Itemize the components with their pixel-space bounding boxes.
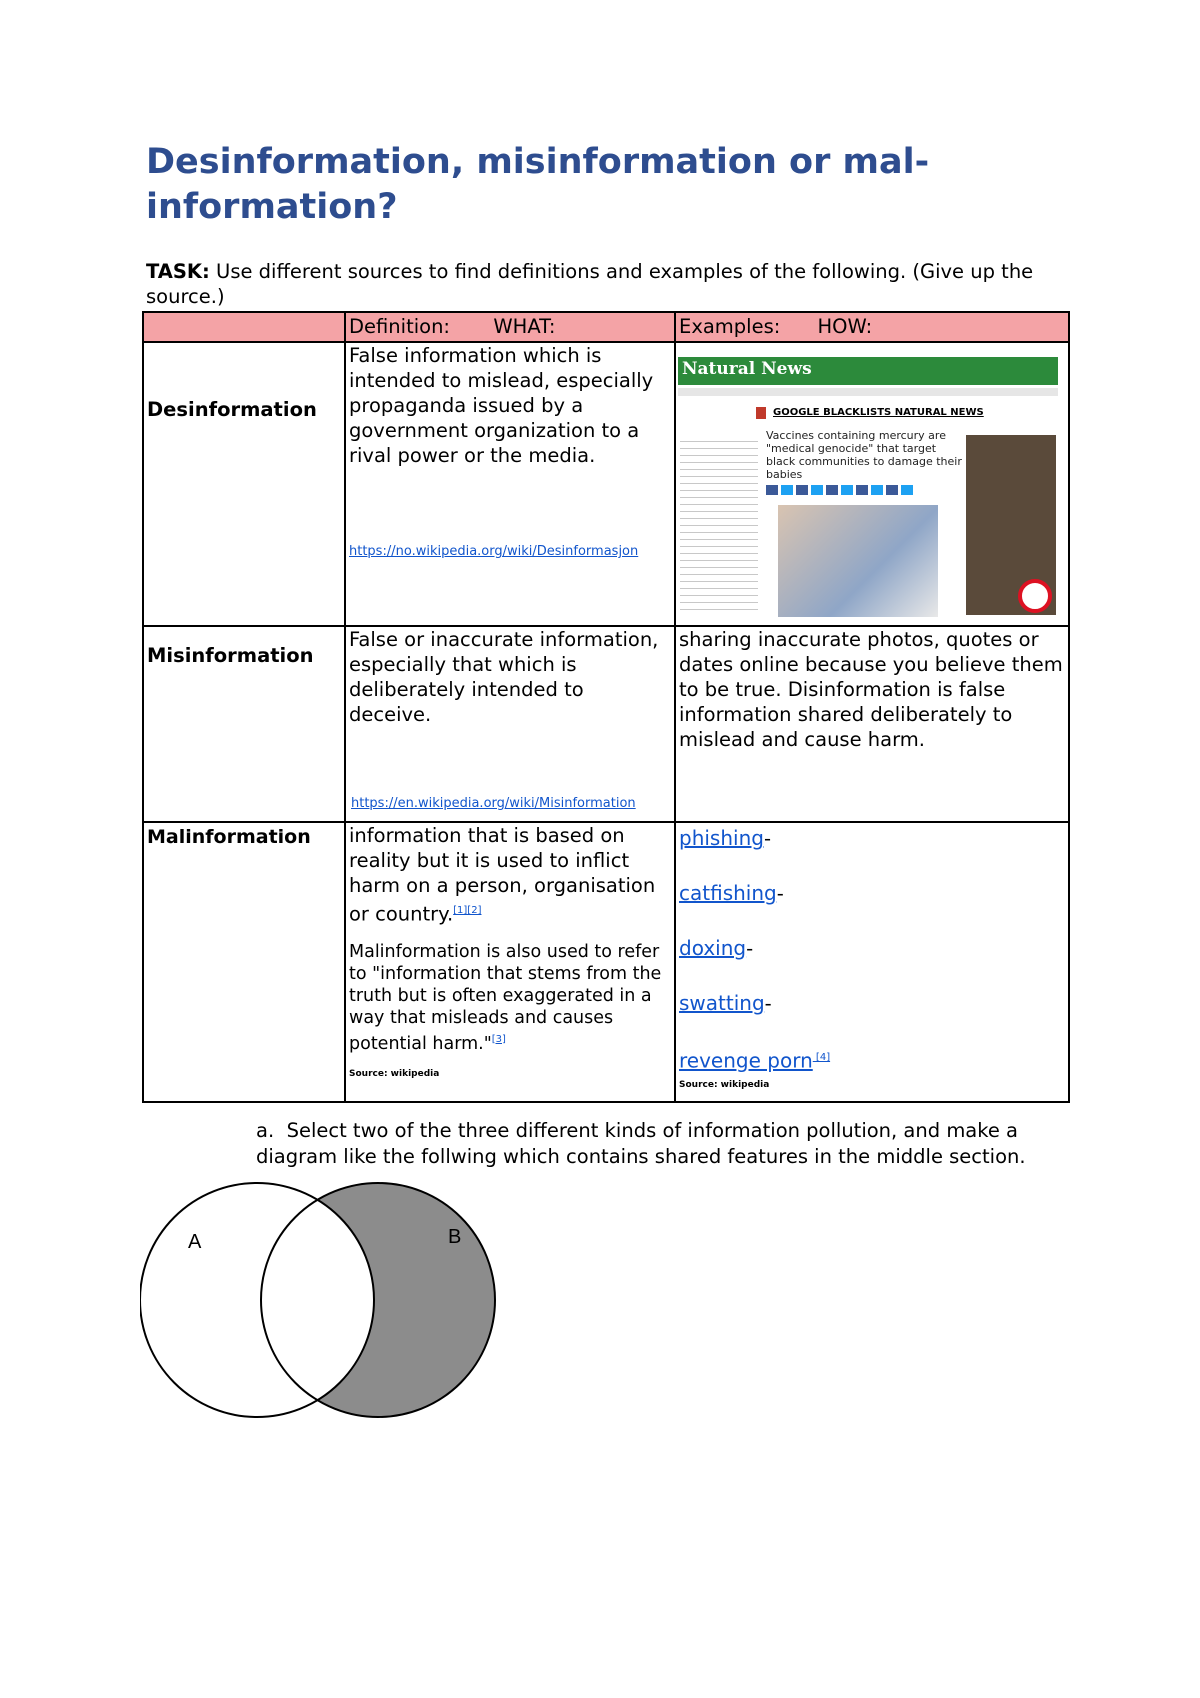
term-label: Desinformation	[147, 398, 317, 421]
news-logo: Natural News	[682, 359, 812, 379]
table-row	[143, 626, 1069, 822]
news-left-column	[680, 435, 758, 615]
term-desinformation	[143, 342, 345, 626]
list-item	[679, 988, 1065, 1043]
header-empty	[143, 312, 345, 342]
task-label: TASK:	[146, 260, 210, 283]
definition-extra-text: Malinformation is also used to refer to "information that stems from the truth but is often exaggerated in a way that misleads and causes potential harm."	[349, 941, 662, 1054]
example-misinformation	[675, 626, 1069, 822]
term-label: Misinformation	[147, 644, 314, 667]
list-item	[679, 933, 1065, 988]
news-screenshot-image	[678, 357, 1058, 619]
example-link-swatting[interactable]: swatting	[679, 991, 765, 1015]
news-banner-headline: GOOGLE BLACKLISTS NATURAL NEWS	[773, 407, 984, 418]
definition-misinformation	[345, 626, 675, 822]
list-item	[679, 823, 1065, 878]
source-link[interactable]: https://en.wikipedia.org/wiki/Misinformation	[351, 796, 636, 811]
no-vaccine-icon	[1018, 579, 1052, 613]
header-definition: Definition: WHAT:	[345, 312, 675, 342]
source-note: Source: wikipedia	[679, 1080, 770, 1090]
example-malinformation	[675, 822, 1069, 1102]
source-link[interactable]: https://no.wikipedia.org/wiki/Desinformasjon	[349, 544, 639, 559]
list-item	[679, 878, 1065, 933]
alert-icon	[756, 407, 766, 419]
example-suffix: -	[746, 937, 754, 960]
citation-ref[interactable]: [1][2]	[453, 905, 482, 916]
example-link-phishing[interactable]: phishing	[679, 826, 764, 850]
definition-text: False information which is intended to mislead, especially propaganda issued by a government organization to a rival power or the media.	[349, 344, 654, 467]
definition-main: information that is based on reality but it is used to inflict harm on a person, organisation or country.	[349, 824, 656, 926]
definition-malinformation	[345, 822, 675, 1102]
example-suffix: -	[764, 992, 772, 1015]
question-a	[256, 1118, 1056, 1170]
term-misinformation	[143, 626, 345, 822]
source-note: Source: wikipedia	[349, 1069, 440, 1080]
label-a: A	[188, 1231, 202, 1253]
venn-diagram	[140, 1180, 510, 1420]
citation-ref[interactable]: [3]	[491, 1033, 506, 1045]
definition-text	[349, 823, 671, 927]
news-article-headline: Vaccines containing mercury are "medical genocide" that target black communities to damage their babies	[766, 429, 962, 481]
list-item	[679, 1043, 1065, 1073]
news-header-bar	[678, 357, 1058, 385]
label-b: B	[448, 1226, 462, 1248]
table-row	[143, 822, 1069, 1102]
example-link-doxing[interactable]: doxing	[679, 936, 747, 960]
news-photo	[778, 505, 938, 617]
term-label: Malinformation	[147, 826, 311, 848]
example-link-catfishing[interactable]: catfishing	[679, 881, 777, 905]
list-marker: a.	[256, 1119, 275, 1142]
definition-text: False or inaccurate information, especially that which is deliberately intended to deceive.	[349, 628, 659, 726]
page-title: Desinformation, misinformation or mal-information?	[146, 142, 930, 227]
example-text: sharing inaccurate photos, quotes or dates online because you believe them to be true. Disinformation is false information shared deliberately to mislead and cause harm.	[679, 628, 1063, 751]
question-text: Select two of the three different kinds of information pollution, and make a diagram like the follwing which contains shared features in the middle section.	[256, 1119, 1026, 1168]
example-suffix: -	[776, 882, 784, 905]
news-nav-bar	[678, 388, 1058, 396]
example-suffix: -	[763, 827, 771, 850]
example-link-revenge-porn[interactable]: revenge porn	[679, 1048, 813, 1073]
task-paragraph	[146, 259, 1066, 309]
header-examples: Examples: HOW:	[675, 312, 1069, 342]
definition-desinformation	[345, 342, 675, 626]
table-header-row	[143, 312, 1069, 342]
term-malinformation	[143, 822, 345, 1102]
task-text: Use different sources to find definitions and examples of the following. (Give up the source.)	[146, 260, 1034, 308]
share-buttons	[766, 485, 916, 495]
citation-ref[interactable]: [4]	[812, 1052, 831, 1063]
definition-extra	[349, 941, 671, 1055]
